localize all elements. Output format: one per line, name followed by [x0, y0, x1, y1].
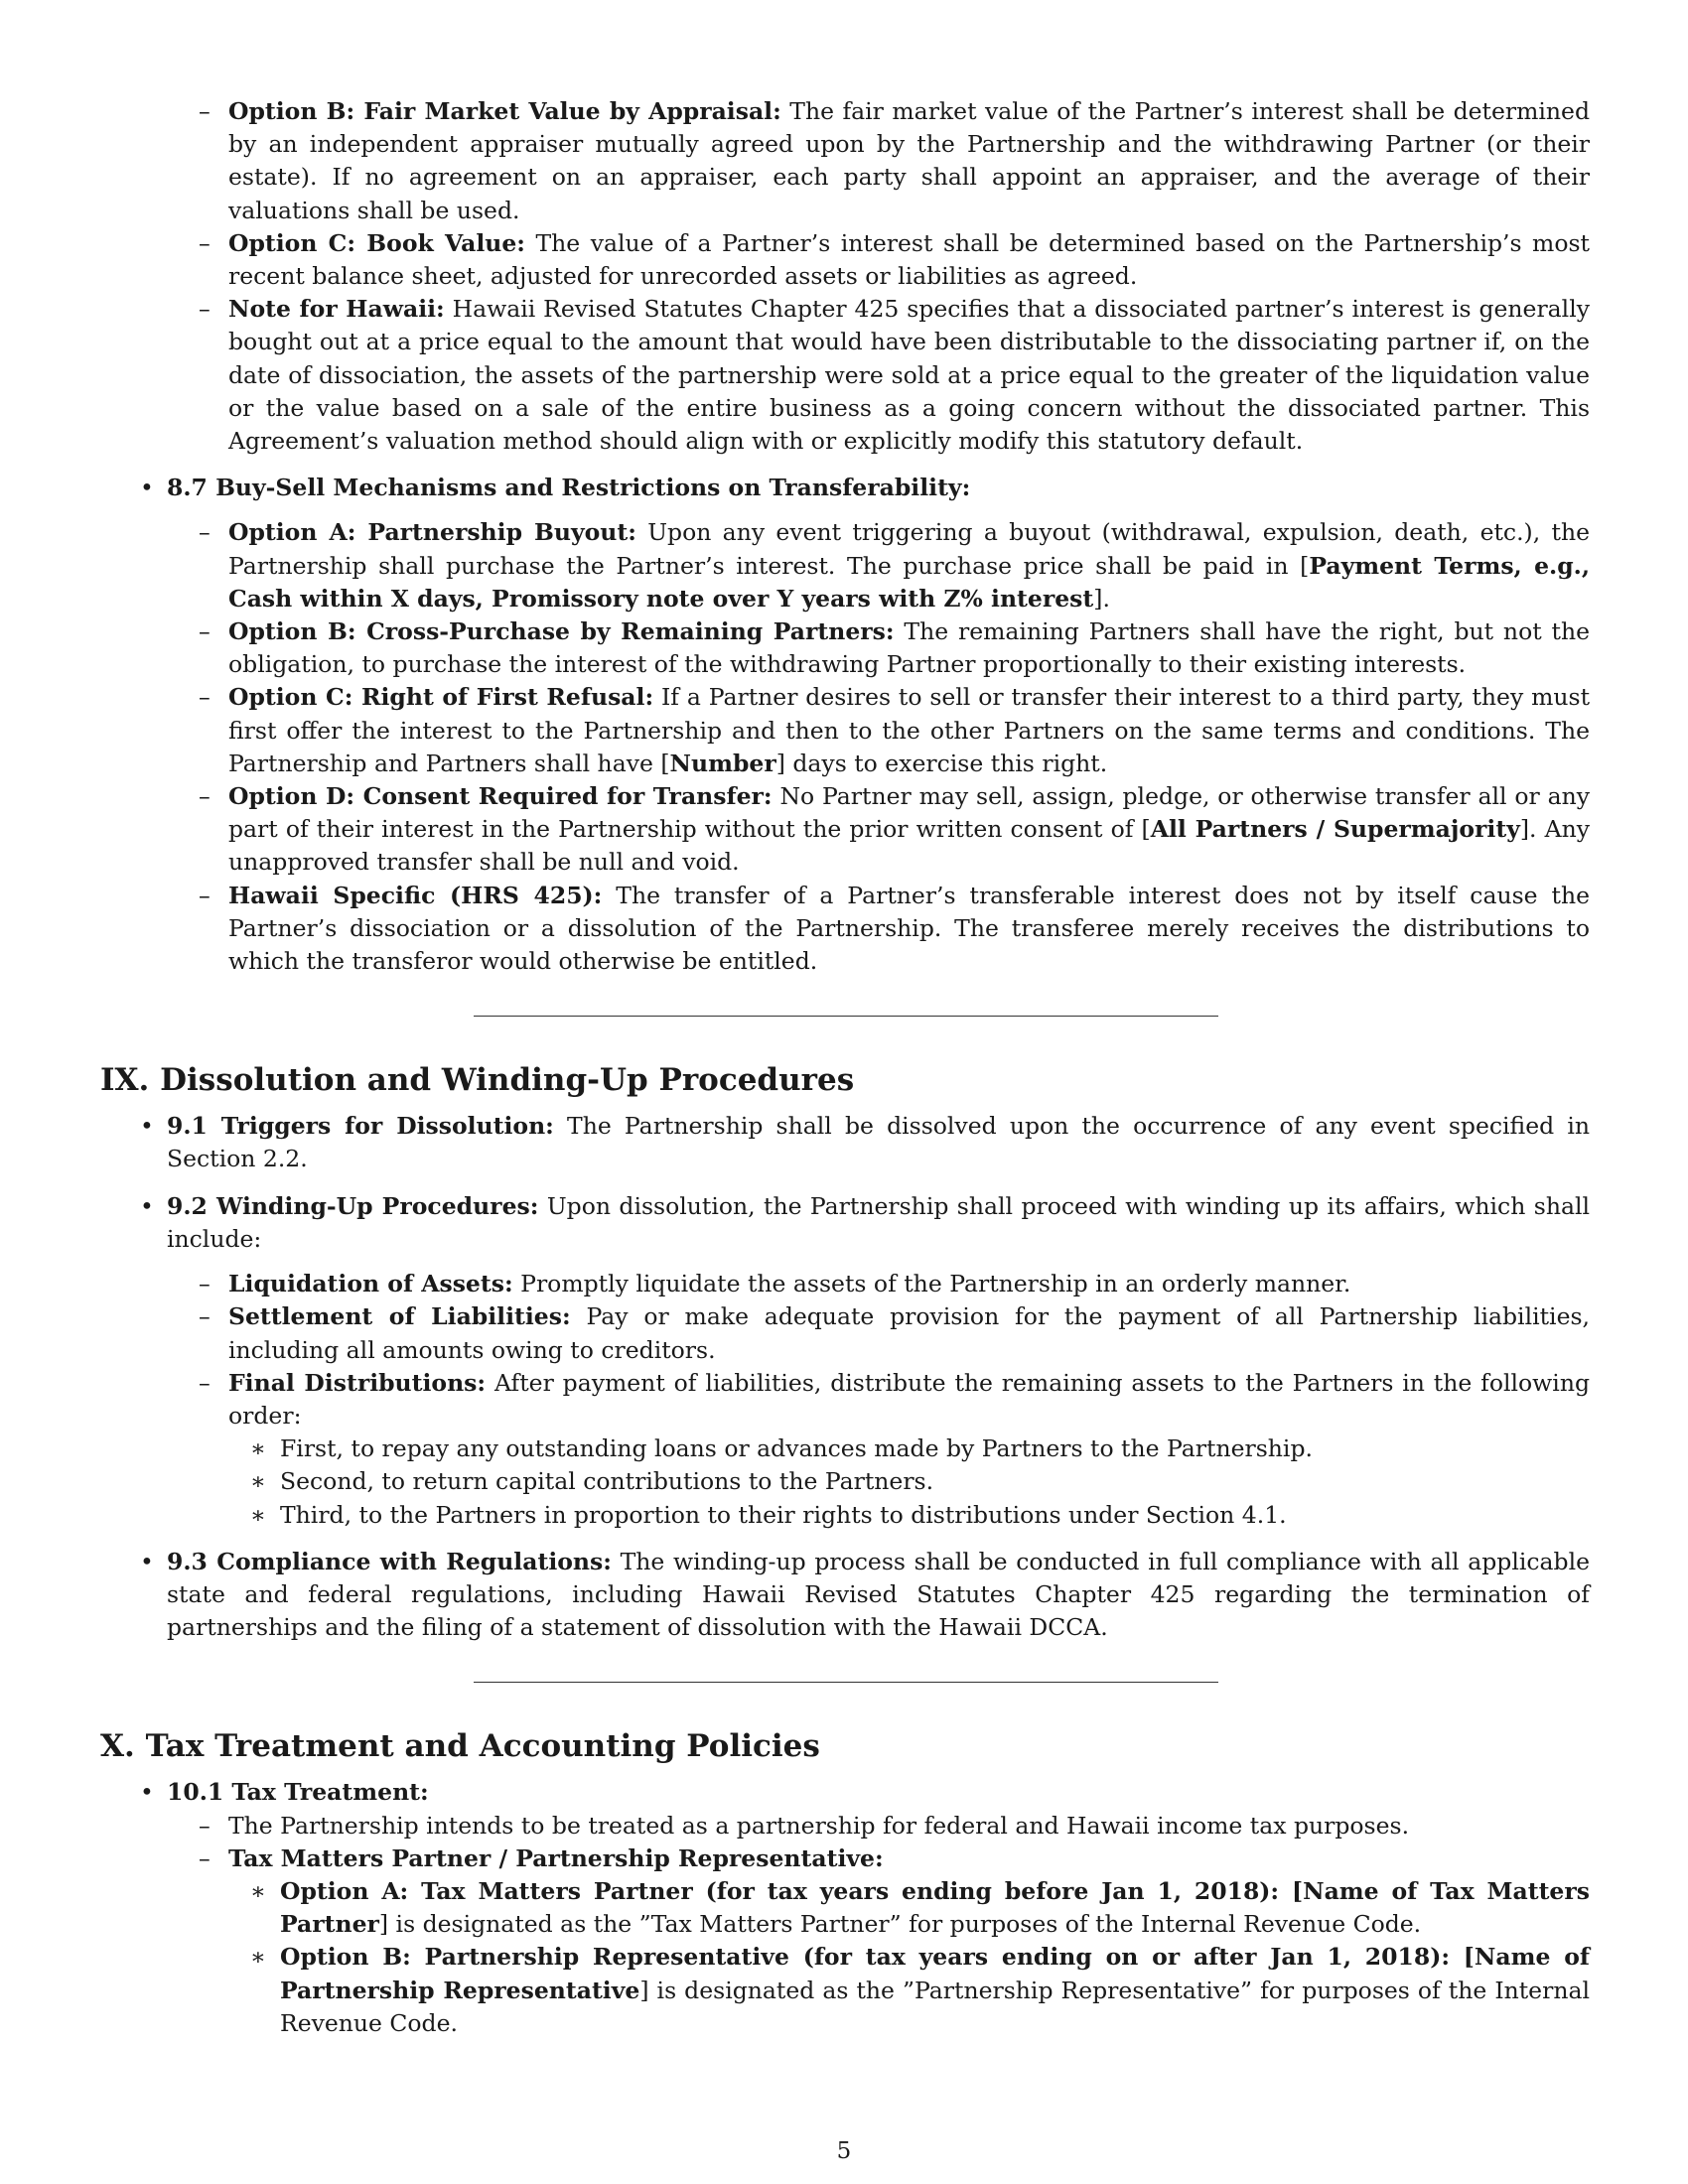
tax-representative-options [228, 1875, 1590, 2040]
tax-matters-partner: – Tax Matters Partner / Partnership Representative: ∗ Option A: Tax Matters Partner (for tax years ending before Jan 1, 2018): [Name of Tax Matters Partner] is designated as the ”Tax Matters Partner” for purposes of the Internal Revenue Code. ∗ Option B: Partnership Representative (for tax years ending on or after Jan 1, 2018): [Name of Partnership Representative] is designated as the ”Partnership Representative” for purposes of the Internal Revenue Code. [228, 1843, 1590, 2040]
dash-marker: – [199, 1270, 211, 1298]
distribution-second: ∗ Second, to return capital contributions to the Partners. [280, 1465, 1590, 1498]
star-marker: ∗ [250, 1876, 266, 1905]
section-9-list [100, 1110, 1590, 1644]
hawaii-specific: – Hawaii Specific (HRS 425): The transfer of a Partner’s transferable interest does not by itself cause the Partner’s dissociation or a dissolution of the Partnership. The transferee merely receives the distributions to which the transferor would otherwise be entitled. [199, 881, 1590, 976]
page-number: 5 [836, 2138, 852, 2164]
star-marker: ∗ [250, 1500, 266, 1529]
dash-marker: – [199, 683, 211, 712]
option-c-book-value: – Option C: Book Value: The value of a Partner’s interest shall be determined based on the Partnership’s most recent balance sheet, adjusted for unrecorded assets or liabilities as agreed. [199, 228, 1590, 291]
star-marker: ∗ [250, 1467, 266, 1496]
dash-marker: – [199, 1302, 211, 1331]
tax-option-b: ∗ Option B: Partnership Representative (for tax years ending on or after Jan 1, 2018): [Name of Partnership Representative] is designated as the ”Partnership Representative” for purposes of the Internal Revenue Code. [250, 1943, 1590, 2037]
horizontal-divider [474, 1682, 1218, 1683]
note-for-hawaii: – Note for Hawaii: Hawaii Revised Statutes Chapter 425 specifies that a dissociated partner’s interest is generally bought out at a price equal to the amount that would have been distributable to the dissociating partner if, on the date of dissociation, the assets of the partnership were sold at a price equal to the greater of the liquidation value or the value based on a sale of the entire business as a going concern without the dissociated partner. This Agreement’s valuation method should align with or explicitly modify this statutory default. [199, 295, 1590, 456]
valuation-options-list [100, 95, 1590, 458]
bullet-marker: • [140, 1778, 154, 1807]
bullet-marker: • [140, 1547, 154, 1575]
dash-marker: – [199, 518, 211, 547]
winding-up-list [167, 1268, 1590, 1532]
section-9-2: • 9.2 Winding-Up Procedures: Upon dissolution, the Partnership shall proceed with winding up its affairs, which shall include: [140, 1191, 1590, 1253]
dash-marker: – [199, 228, 211, 257]
bullet-marker: • [140, 1112, 154, 1141]
liquidation-of-assets: – Liquidation of Assets: Promptly liquidate the assets of the Partnership in an orderly manner. [228, 1268, 1590, 1300]
bullet-marker: • [140, 474, 154, 502]
buy-sell-option-b: – Option B: Cross-Purchase by Remaining Partners: The remaining Partners shall have the right, but not the obligation, to purchase the interest of the withdrawing Partner proportionally to their existing interests. [199, 617, 1590, 679]
section-9-title: IX. Dissolution and Winding-Up Procedures [100, 1062, 855, 1099]
horizontal-divider [474, 1016, 1218, 1017]
dash-marker: – [199, 881, 211, 909]
buy-sell-option-c: – Option C: Right of First Refusal: If a Partner desires to sell or transfer their interest to a third party, they must first offer the interest to the Partnership and then to the other Partners on the same terms and conditions. The Partnership and Partners shall have [Number] days to exercise this right. [199, 683, 1591, 777]
dash-marker: – [199, 295, 211, 324]
section-10-list [100, 1776, 1590, 2040]
buy-sell-option-a: – Option A: Partnership Buyout: Upon any event triggering a buyout (withdrawal, expulsion, death, etc.), the Partnership shall purchase the Partner’s interest. The purchase price shall be paid in [Payment Terms, e.g., Cash within X days, Promissory note over Y years with Z% interest]. [199, 518, 1590, 613]
section-9-3: • 9.3 Compliance with Regulations: The winding-up process shall be conducted in full compliance with all applicable state and federal regulations, including Hawaii Revised Statutes Chapter 425 regarding the termination of partnerships and the filing of a statement of dissolution with the Hawaii DCCA. [140, 1547, 1590, 1642]
dash-marker: – [199, 97, 211, 125]
document-page [100, 95, 1590, 2040]
tax-intent: – The Partnership intends to be treated as a partnership for federal and Hawaii income tax purposes. [228, 1810, 1590, 1843]
option-b-fair-market-value: – Option B: Fair Market Value by Appraisal: The fair market value of the Partner’s interest shall be determined by an independent appraiser mutually agreed upon by the Partnership and the withdrawing Partner (or their estate). If no agreement on an appraiser, each party shall appoint an appraiser, and the average of their valuations shall be used. [199, 97, 1590, 224]
tax-option-a: ∗ Option A: Tax Matters Partner (for tax years ending before Jan 1, 2018): [Name of Tax Matters Partner] is designated as the ”Tax Matters Partner” for purposes of the Internal Revenue Code. [250, 1876, 1590, 1939]
final-distributions: – Final Distributions: After payment of liabilities, distribute the remaining assets to the Partners in the following order: ∗ First, to repay any outstanding loans or advances made by Partners to the Partnership. ∗ Second, to return capital contributions to the Partners. ∗ Third, to the Partners in proportion to their rights to distributions under Section 4.1. [228, 1367, 1590, 1532]
star-marker: ∗ [250, 1943, 266, 1972]
distribution-third: ∗ Third, to the Partners in proportion to their rights to distributions under Section 4.1. [280, 1499, 1590, 1532]
star-marker: ∗ [250, 1434, 266, 1463]
section-10-1: • 10.1 Tax Treatment: [167, 1776, 1590, 1809]
dash-marker: – [199, 617, 211, 646]
dash-marker: – [199, 782, 211, 811]
dash-marker: – [199, 1843, 211, 1872]
dash-marker: – [199, 1811, 211, 1840]
buy-sell-option-d: – Option D: Consent Required for Transfer: No Partner may sell, assign, pledge, or otherwise transfer all or any part of their interest in the Partnership without the prior written consent of [All Partners / Supermajority]. Any unapproved transfer shall be null and void. [199, 782, 1591, 877]
bullet-marker: • [140, 1191, 154, 1220]
section-9-1: • 9.1 Triggers for Dissolution: The Partnership shall be dissolved upon the occurrence of any event specified in Section 2.2. [140, 1112, 1591, 1173]
distribution-order-list [228, 1433, 1590, 1532]
buy-sell-heading: • 8.7 Buy-Sell Mechanisms and Restrictions on Transferability: [167, 472, 1590, 504]
buy-sell-options-list [167, 516, 1590, 978]
dash-marker: – [199, 1368, 211, 1397]
section-10-title: X. Tax Treatment and Accounting Policies [100, 1728, 820, 1765]
tax-treatment-list [167, 1810, 1590, 2040]
settlement-of-liabilities: – Settlement of Liabilities: Pay or make adequate provision for the payment of all Partnership liabilities, including all amounts owing to creditors. [199, 1302, 1591, 1364]
distribution-first: ∗ First, to repay any outstanding loans or advances made by Partners to the Partnership. [280, 1433, 1590, 1465]
section-8-7 [100, 472, 1590, 978]
